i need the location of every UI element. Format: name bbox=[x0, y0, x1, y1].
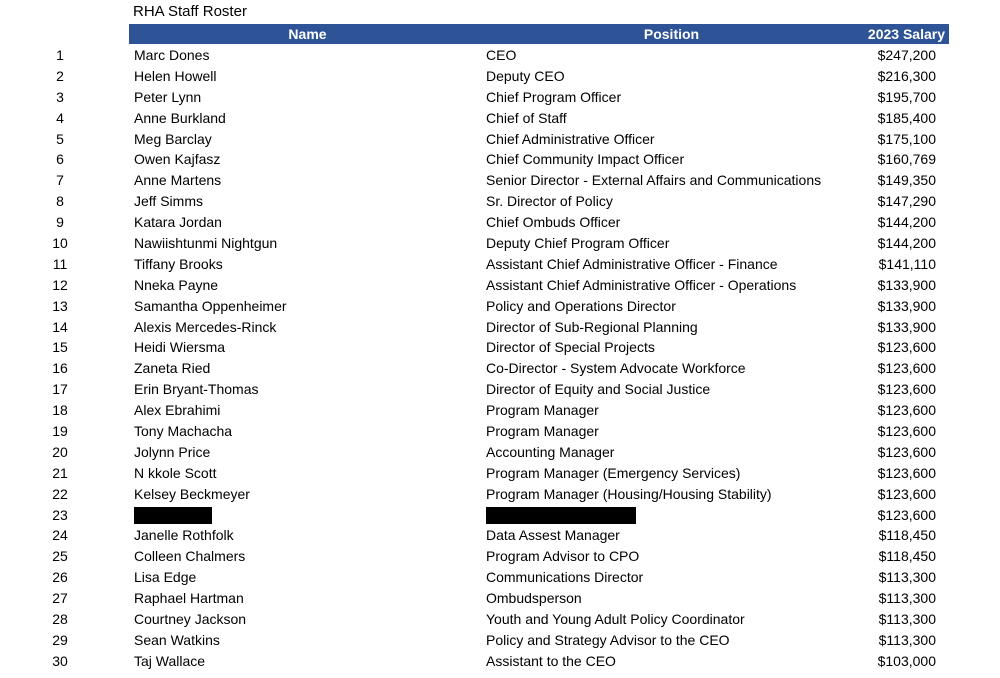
redaction-bar bbox=[486, 507, 636, 524]
employee-salary: $133,900 bbox=[877, 297, 936, 314]
row-number: 6 bbox=[56, 151, 64, 168]
employee-name: N kkole Scott bbox=[134, 464, 217, 481]
employee-position: Program Manager bbox=[486, 402, 599, 419]
employee-position: Communications Director bbox=[486, 569, 644, 586]
redacted-name-block bbox=[134, 505, 212, 526]
employee-name: Alexis Mercedes-Rinck bbox=[134, 318, 277, 335]
employee-salary: $144,200 bbox=[877, 235, 936, 252]
employee-name: Janelle Rothfolk bbox=[134, 527, 234, 544]
table-header bbox=[129, 24, 949, 44]
employee-name: Tony Machacha bbox=[134, 423, 233, 440]
employee-salary: $144,200 bbox=[877, 214, 936, 231]
row-number: 30 bbox=[52, 652, 68, 669]
employee-name: Colleen Chalmers bbox=[134, 548, 246, 565]
employee-salary: $123,600 bbox=[877, 485, 936, 502]
employee-salary: $123,600 bbox=[877, 360, 936, 377]
employee-name: Zaneta Ried bbox=[134, 360, 211, 377]
employee-salary: $103,000 bbox=[877, 652, 936, 669]
table-row bbox=[0, 358, 1000, 379]
row-number: 1 bbox=[56, 47, 64, 63]
employee-name: Tiffany Brooks bbox=[134, 255, 223, 272]
column-header-name: Name bbox=[288, 26, 327, 42]
employee-position: Director of Equity and Social Justice bbox=[486, 381, 711, 398]
row-number: 8 bbox=[56, 193, 64, 210]
employee-position: Deputy CEO bbox=[486, 67, 565, 84]
employee-position: CEO bbox=[486, 47, 517, 63]
employee-position: Program Advisor to CPO bbox=[486, 548, 640, 565]
row-number: 9 bbox=[56, 214, 64, 231]
table-row bbox=[0, 275, 1000, 296]
table-row bbox=[0, 66, 1000, 87]
row-number: 24 bbox=[52, 527, 68, 544]
employee-name: Peter Lynn bbox=[134, 88, 202, 105]
employee-salary: $118,450 bbox=[878, 548, 936, 565]
employee-position: Program Manager (Housing/Housing Stability) bbox=[486, 485, 772, 502]
employee-position: Chief Community Impact Officer bbox=[486, 151, 685, 168]
table-row bbox=[0, 191, 1000, 212]
row-number: 23 bbox=[52, 506, 68, 523]
table-row bbox=[0, 505, 1000, 526]
employee-name: Meg Barclay bbox=[134, 130, 212, 147]
employee-position: Ombudsperson bbox=[486, 590, 582, 607]
row-number: 7 bbox=[56, 172, 64, 189]
employee-salary: $123,600 bbox=[877, 339, 936, 356]
table-row bbox=[0, 651, 1000, 672]
table-row bbox=[0, 170, 1000, 191]
table-row bbox=[0, 609, 1000, 630]
employee-position: Co-Director - System Advocate Workforce bbox=[486, 360, 746, 377]
employee-name: Courtney Jackson bbox=[134, 611, 247, 628]
row-number: 19 bbox=[52, 423, 68, 440]
table-row bbox=[0, 317, 1000, 338]
employee-salary: $123,600 bbox=[877, 402, 936, 419]
row-number: 11 bbox=[52, 255, 68, 272]
row-number: 18 bbox=[52, 402, 68, 419]
table-row bbox=[0, 442, 1000, 463]
table-row bbox=[0, 400, 1000, 421]
table-row bbox=[0, 108, 1000, 129]
redaction-bar bbox=[134, 507, 212, 524]
employee-name: Jolynn Price bbox=[134, 443, 211, 460]
employee-salary: $149,350 bbox=[877, 172, 936, 189]
employee-salary: $123,600 bbox=[877, 381, 936, 398]
employee-name: Anne Burkland bbox=[134, 109, 226, 126]
table-row bbox=[0, 233, 1000, 254]
table-row bbox=[0, 463, 1000, 484]
table-row bbox=[0, 525, 1000, 546]
employee-position: Program Manager bbox=[486, 423, 599, 440]
employee-name: Nawiishtunmi Nightgun bbox=[134, 235, 278, 252]
employee-name: Heidi Wiersma bbox=[134, 339, 226, 356]
table-row bbox=[0, 484, 1000, 505]
employee-position: Chief of Staff bbox=[486, 109, 567, 126]
employee-name: Nneka Payne bbox=[134, 276, 219, 293]
employee-salary: $123,600 bbox=[877, 464, 936, 481]
employee-position: Chief Administrative Officer bbox=[486, 130, 655, 147]
employee-name: Helen Howell bbox=[134, 67, 217, 84]
employee-name: Jeff Simms bbox=[134, 193, 203, 210]
row-number: 15 bbox=[52, 339, 68, 356]
row-number: 29 bbox=[52, 631, 68, 648]
employee-position: Director of Sub-Regional Planning bbox=[486, 318, 698, 335]
table-row bbox=[0, 296, 1000, 317]
row-number: 2 bbox=[56, 67, 64, 84]
column-header-position: Position bbox=[643, 26, 700, 42]
row-number: 17 bbox=[52, 381, 68, 398]
employee-salary: $118,450 bbox=[878, 527, 936, 544]
redacted-position-block bbox=[486, 505, 636, 526]
row-number: 16 bbox=[52, 360, 68, 377]
column-header-salary: 2023 Salary bbox=[867, 26, 945, 42]
row-number: 3 bbox=[56, 88, 64, 105]
employee-position: Sr. Director of Policy bbox=[486, 193, 613, 210]
table-row bbox=[0, 212, 1000, 233]
employee-salary: $185,400 bbox=[877, 109, 936, 126]
employee-name: Samantha Oppenheimer bbox=[134, 297, 287, 314]
row-number: 12 bbox=[52, 276, 68, 293]
employee-salary: $216,300 bbox=[877, 67, 936, 84]
employee-salary: $195,700 bbox=[877, 88, 936, 105]
row-number: 21 bbox=[52, 464, 68, 481]
row-number: 13 bbox=[52, 297, 68, 314]
employee-salary: $175,100 bbox=[877, 130, 936, 147]
row-number: 20 bbox=[52, 443, 68, 460]
row-number: 10 bbox=[52, 235, 68, 252]
table-row bbox=[0, 379, 1000, 400]
employee-name: Anne Martens bbox=[134, 172, 222, 189]
row-number: 28 bbox=[52, 611, 68, 628]
employee-salary: $133,900 bbox=[877, 276, 936, 293]
row-number: 26 bbox=[52, 569, 68, 586]
employee-position: Policy and Operations Director bbox=[486, 297, 676, 314]
employee-name: Owen Kajfasz bbox=[134, 151, 221, 168]
employee-salary: $113,300 bbox=[878, 611, 936, 628]
employee-position: Assistant to the CEO bbox=[486, 652, 616, 669]
employee-name: Katara Jordan bbox=[134, 214, 222, 231]
employee-name: Marc Dones bbox=[134, 47, 210, 63]
table-row bbox=[0, 149, 1000, 170]
table-row bbox=[0, 129, 1000, 150]
employee-salary: $113,300 bbox=[878, 631, 936, 648]
employee-position: Senior Director - External Affairs and Communications bbox=[486, 172, 822, 189]
employee-position: Youth and Young Adult Policy Coordinator bbox=[486, 611, 745, 628]
employee-salary: $123,600 bbox=[877, 506, 936, 523]
table-row bbox=[0, 254, 1000, 275]
employee-position: Accounting Manager bbox=[486, 443, 615, 460]
employee-name: Alex Ebrahimi bbox=[134, 402, 221, 419]
row-number: 27 bbox=[52, 590, 68, 607]
employee-position: Chief Program Officer bbox=[486, 88, 622, 105]
table-row bbox=[0, 337, 1000, 358]
table-row bbox=[0, 421, 1000, 442]
employee-position: Policy and Strategy Advisor to the CEO bbox=[486, 631, 730, 648]
employee-position: Data Assest Manager bbox=[486, 527, 620, 544]
row-number: 22 bbox=[52, 485, 68, 502]
employee-position: Program Manager (Emergency Services) bbox=[486, 464, 741, 481]
row-number: 5 bbox=[56, 130, 64, 147]
employee-position: Chief Ombuds Officer bbox=[486, 214, 621, 231]
employee-name: Taj Wallace bbox=[134, 652, 206, 669]
table-row bbox=[0, 588, 1000, 609]
table-row bbox=[0, 546, 1000, 567]
employee-name: Erin Bryant-Thomas bbox=[134, 381, 259, 398]
employee-name: Sean Watkins bbox=[134, 631, 220, 648]
page-title: RHA Staff Roster bbox=[133, 3, 247, 20]
employee-salary: $123,600 bbox=[877, 423, 936, 440]
employee-position: Deputy Chief Program Officer bbox=[486, 235, 670, 252]
row-number: 4 bbox=[56, 109, 64, 126]
employee-position: Assistant Chief Administrative Officer - Operations bbox=[486, 276, 797, 293]
employee-name: Lisa Edge bbox=[134, 569, 197, 586]
row-number: 14 bbox=[52, 318, 68, 335]
employee-name: Raphael Hartman bbox=[134, 590, 244, 607]
employee-salary: $247,200 bbox=[877, 47, 936, 63]
table-row bbox=[0, 567, 1000, 588]
employee-salary: $123,600 bbox=[877, 443, 936, 460]
employee-salary: $160,769 bbox=[877, 151, 936, 168]
employee-position: Director of Special Projects bbox=[486, 339, 655, 356]
employee-salary: $147,290 bbox=[877, 193, 936, 210]
table-row bbox=[0, 87, 1000, 108]
table-row bbox=[0, 45, 1000, 66]
table-row bbox=[0, 630, 1000, 651]
employee-salary: $141,110 bbox=[878, 255, 936, 272]
employee-salary: $113,300 bbox=[878, 569, 936, 586]
row-number: 25 bbox=[52, 548, 68, 565]
employee-salary: $113,300 bbox=[878, 590, 936, 607]
employee-salary: $133,900 bbox=[877, 318, 936, 335]
roster-table-body bbox=[0, 45, 1000, 672]
employee-position: Assistant Chief Administrative Officer - Finance bbox=[486, 255, 778, 272]
employee-name: Kelsey Beckmeyer bbox=[134, 485, 250, 502]
